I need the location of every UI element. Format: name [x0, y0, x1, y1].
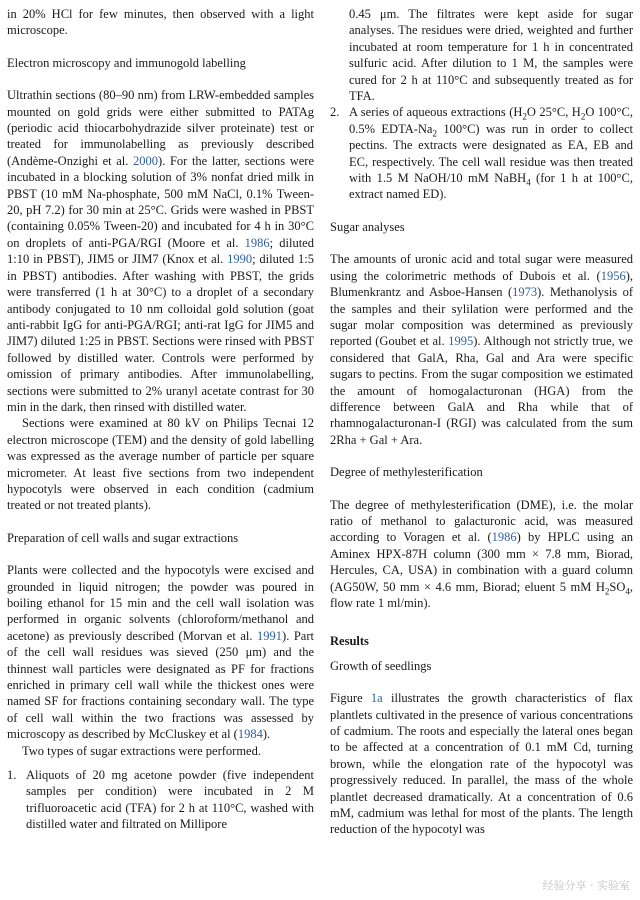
results-heading: Results	[330, 634, 369, 649]
citation-link[interactable]: 1973	[512, 285, 538, 300]
citation-link[interactable]: 1990	[227, 252, 253, 267]
list-text: 0.45 μm. The filtrates were kept aside for sugar analyses. The residues were dried, weighted and further incubated at room temperature for 1 h in concentrated sulfuric acid. After dilution to 1 M, the samples were cured for 2 h at 110°C and subsequently treated as for TFA.	[349, 7, 633, 104]
text-run: SO	[609, 579, 626, 594]
text-run: Ultrathin sections (80–90 nm) from LRW-embedded samples mounted on gold grids were either submitted to PATAg (periodic acid thiocarbohydrazide silver proteinate) test or treated for immunolabelling as previously described (Andème-Onzighi et al.	[7, 88, 314, 168]
intro-text: in 20% HCl for few minutes, then observed with a light microscope.	[7, 7, 314, 38]
subscript: 2	[580, 111, 586, 122]
text-run: , flow rate 1 ml/min).	[330, 579, 633, 610]
subscript: 2	[432, 128, 437, 139]
text-run: The amounts of uronic acid and total sugar were measured using the colorimetric methods of Dubois et al. (	[330, 252, 633, 283]
subscript: 4	[526, 177, 531, 188]
subscript: 2	[522, 111, 527, 122]
paragraph-growth	[330, 690, 633, 838]
section-heading-methylesterification: Degree of methylesterification	[330, 465, 483, 480]
text-run: A series of aqueous extractions (H	[349, 105, 523, 120]
list-number: 2.	[330, 105, 340, 120]
subscript: 2	[604, 586, 610, 597]
section-heading-electron-microscopy: Electron microscopy and immunogold labelling	[7, 55, 246, 70]
watermark: 经验分享 · 实验室	[542, 878, 630, 892]
text-run: Plants were collected and the hypocotyls were excised and grounded in liquid nitrogen; the powder was poured in boiling ethanol for 15 min and the cell wall isolation was performed in organic solvents (chloroform/methanol and acetone) as previously described (Morvan et al.	[7, 563, 314, 643]
citation-link[interactable]: 1956	[600, 268, 626, 283]
paragraph-methylesterification	[330, 497, 633, 612]
text-run: ). Part of the cell wall residues was sieved (250 μm) and the thinnest wall particles were designated as PF for fractions enriched in primary cell wall while the thickest ones were named SF for fractions containing secondary wall. The type of cell wall within the two fractions was assessed by microscopy as described by McCluskey et al (	[7, 628, 314, 742]
text-run: ; diluted 1:10 in PBST), JIM5 or JIM7 (Knox et al.	[7, 235, 314, 267]
subscript: 4	[625, 586, 630, 597]
text-run: The degree of methylesterification (DME), i.e. the molar ratio of methanol to galacturonic acid, was measured according to Voragen et al. (	[330, 497, 633, 545]
list-item	[330, 104, 633, 202]
paragraph-extraction-types: Two types of sugar extractions were performed.	[22, 743, 261, 758]
text-run: O 25°C, H	[526, 105, 581, 120]
extraction-list	[7, 767, 314, 833]
paragraph-tem: Sections were examined at 80 kV on Philips Tecnai 12 electron microscope (TEM) and the density of gold labelling was expressed as the average number of particle per square micrometer. At least five sections from two independent hypocotyls were observed in each condition (cadmium treated or not treated plants).	[7, 416, 314, 513]
text-run: O 100°C, 0.5% EDTA-Na	[349, 105, 634, 136]
text-run: ). Methanolysis of the samples and their sylilation were performed and the sugar molar composition was determined as previously reported (Goubet et al.	[330, 285, 633, 349]
text-run: ). Although not strictly true, we considered that GalA, Rha, Gal and Ara were specific sugars to pectins. From the sugar composition we estimated the amount of homogalacturonan (HGA) from the difference between GalA and Rha while that of rhamnogalacturonan-I (RGI) was calculated from the sum 2Rha + Gal + Ara.	[330, 334, 633, 447]
citation-link[interactable]: 2000	[133, 153, 159, 168]
list-item	[7, 767, 314, 833]
text-run: ).	[262, 727, 271, 742]
citation-link[interactable]: 1984	[237, 727, 263, 742]
text-run: ). For the latter, sections were incubated in a blocking solution of 3% nonfat dried milk in PBST (10 mM Na-phosphate, 500 mM NaCl, 0.1% Tween-20, pH 7.2) for 30 min at 25°C. Grids were washed in PBST (containing 0.05% Tween-20) and incubated for 4 h in 30°C on droplets of anti-PGA/RGI (Moore et al.	[7, 153, 314, 250]
text-run: (for 1 h at 100°C, extract named ED).	[349, 171, 633, 202]
text-run: ), Blumenkrantz and Asboe-Hansen (	[330, 268, 633, 300]
right-column	[330, 6, 633, 838]
list-item	[330, 6, 633, 104]
paragraph-sugar-analyses	[330, 251, 633, 448]
citation-link[interactable]: 1991	[257, 628, 283, 643]
section-heading-sugar-analyses: Sugar analyses	[330, 219, 405, 234]
text-run: 100°C) was run in order to collect pectins. The extracts were designated as EA, EB and EC, respectively. The cell wall residue was then treated with 1.5 M NaOH/10 mM NaBH	[349, 121, 633, 186]
citation-link[interactable]: 1986	[491, 530, 517, 545]
section-heading-growth: Growth of seedlings	[330, 658, 432, 673]
paragraph-cell-wall-prep	[7, 562, 314, 742]
left-column	[7, 6, 314, 833]
list-text: Aliquots of 20 mg acetone powder (five independent samples per condition) were incubated in 2 M trifluoroacetic acid (TFA) for 2 h at 110°C, washed with distilled water and filtrated on Millipore	[26, 768, 314, 832]
text-run: ; diluted 1:5 in PBST) antibodies. After washing with PBST, the grids were transferred (1 h at 30°C) to a droplet of a secondary antibody conjugated to 10 nm colloidal gold solution (goat anti-rabbit IgG for anti-PGA/RGI; anti-rat IgG for JIM5 and JIM7) diluted 1:25 in PBST. Sections were rinsed with PBST followed by distilled water. Controls were performed by omission of primary antibodies. After immunolabelling, sections were submitted to 2% uranyl acetate contrast for 30 min in the dark, then rinsed with distilled water.	[7, 252, 314, 414]
extraction-list-continued	[330, 6, 633, 203]
section-heading-cell-walls: Preparation of cell walls and sugar extractions	[7, 530, 239, 545]
text-run: Figure	[330, 691, 371, 706]
list-number: 1.	[7, 768, 17, 783]
citation-link[interactable]: 1995	[448, 334, 474, 349]
text-run: illustrates the growth characteristics of flax plantlets cultivated in the presence of various concentrations of cadmium. The roots and especially the lateral ones began to be affected at a concentration of 0.1 mM Cd, turning brown, while the elongation rate of the hypocotyl was progressively reduced. In parallel, the mass of the whole plantlet decreased dramatically. At a concentration of 0.6 mM, cadmium was lethal for most of the plants. The length reduction of the hypocotyl was	[330, 691, 633, 837]
text-run: ) by HPLC using an Aminex HPX-87H column (300 mm × 7.8 mm, Biorad, Hercules, CA, USA) in combination with a guard column (AG50W, 50 mm × 4.6 mm, Biorad; eluent 5 mM H	[330, 530, 633, 594]
figure-link[interactable]: 1a	[370, 691, 383, 706]
paragraph-immunogold	[7, 87, 314, 415]
citation-link[interactable]: 1986	[244, 235, 270, 250]
